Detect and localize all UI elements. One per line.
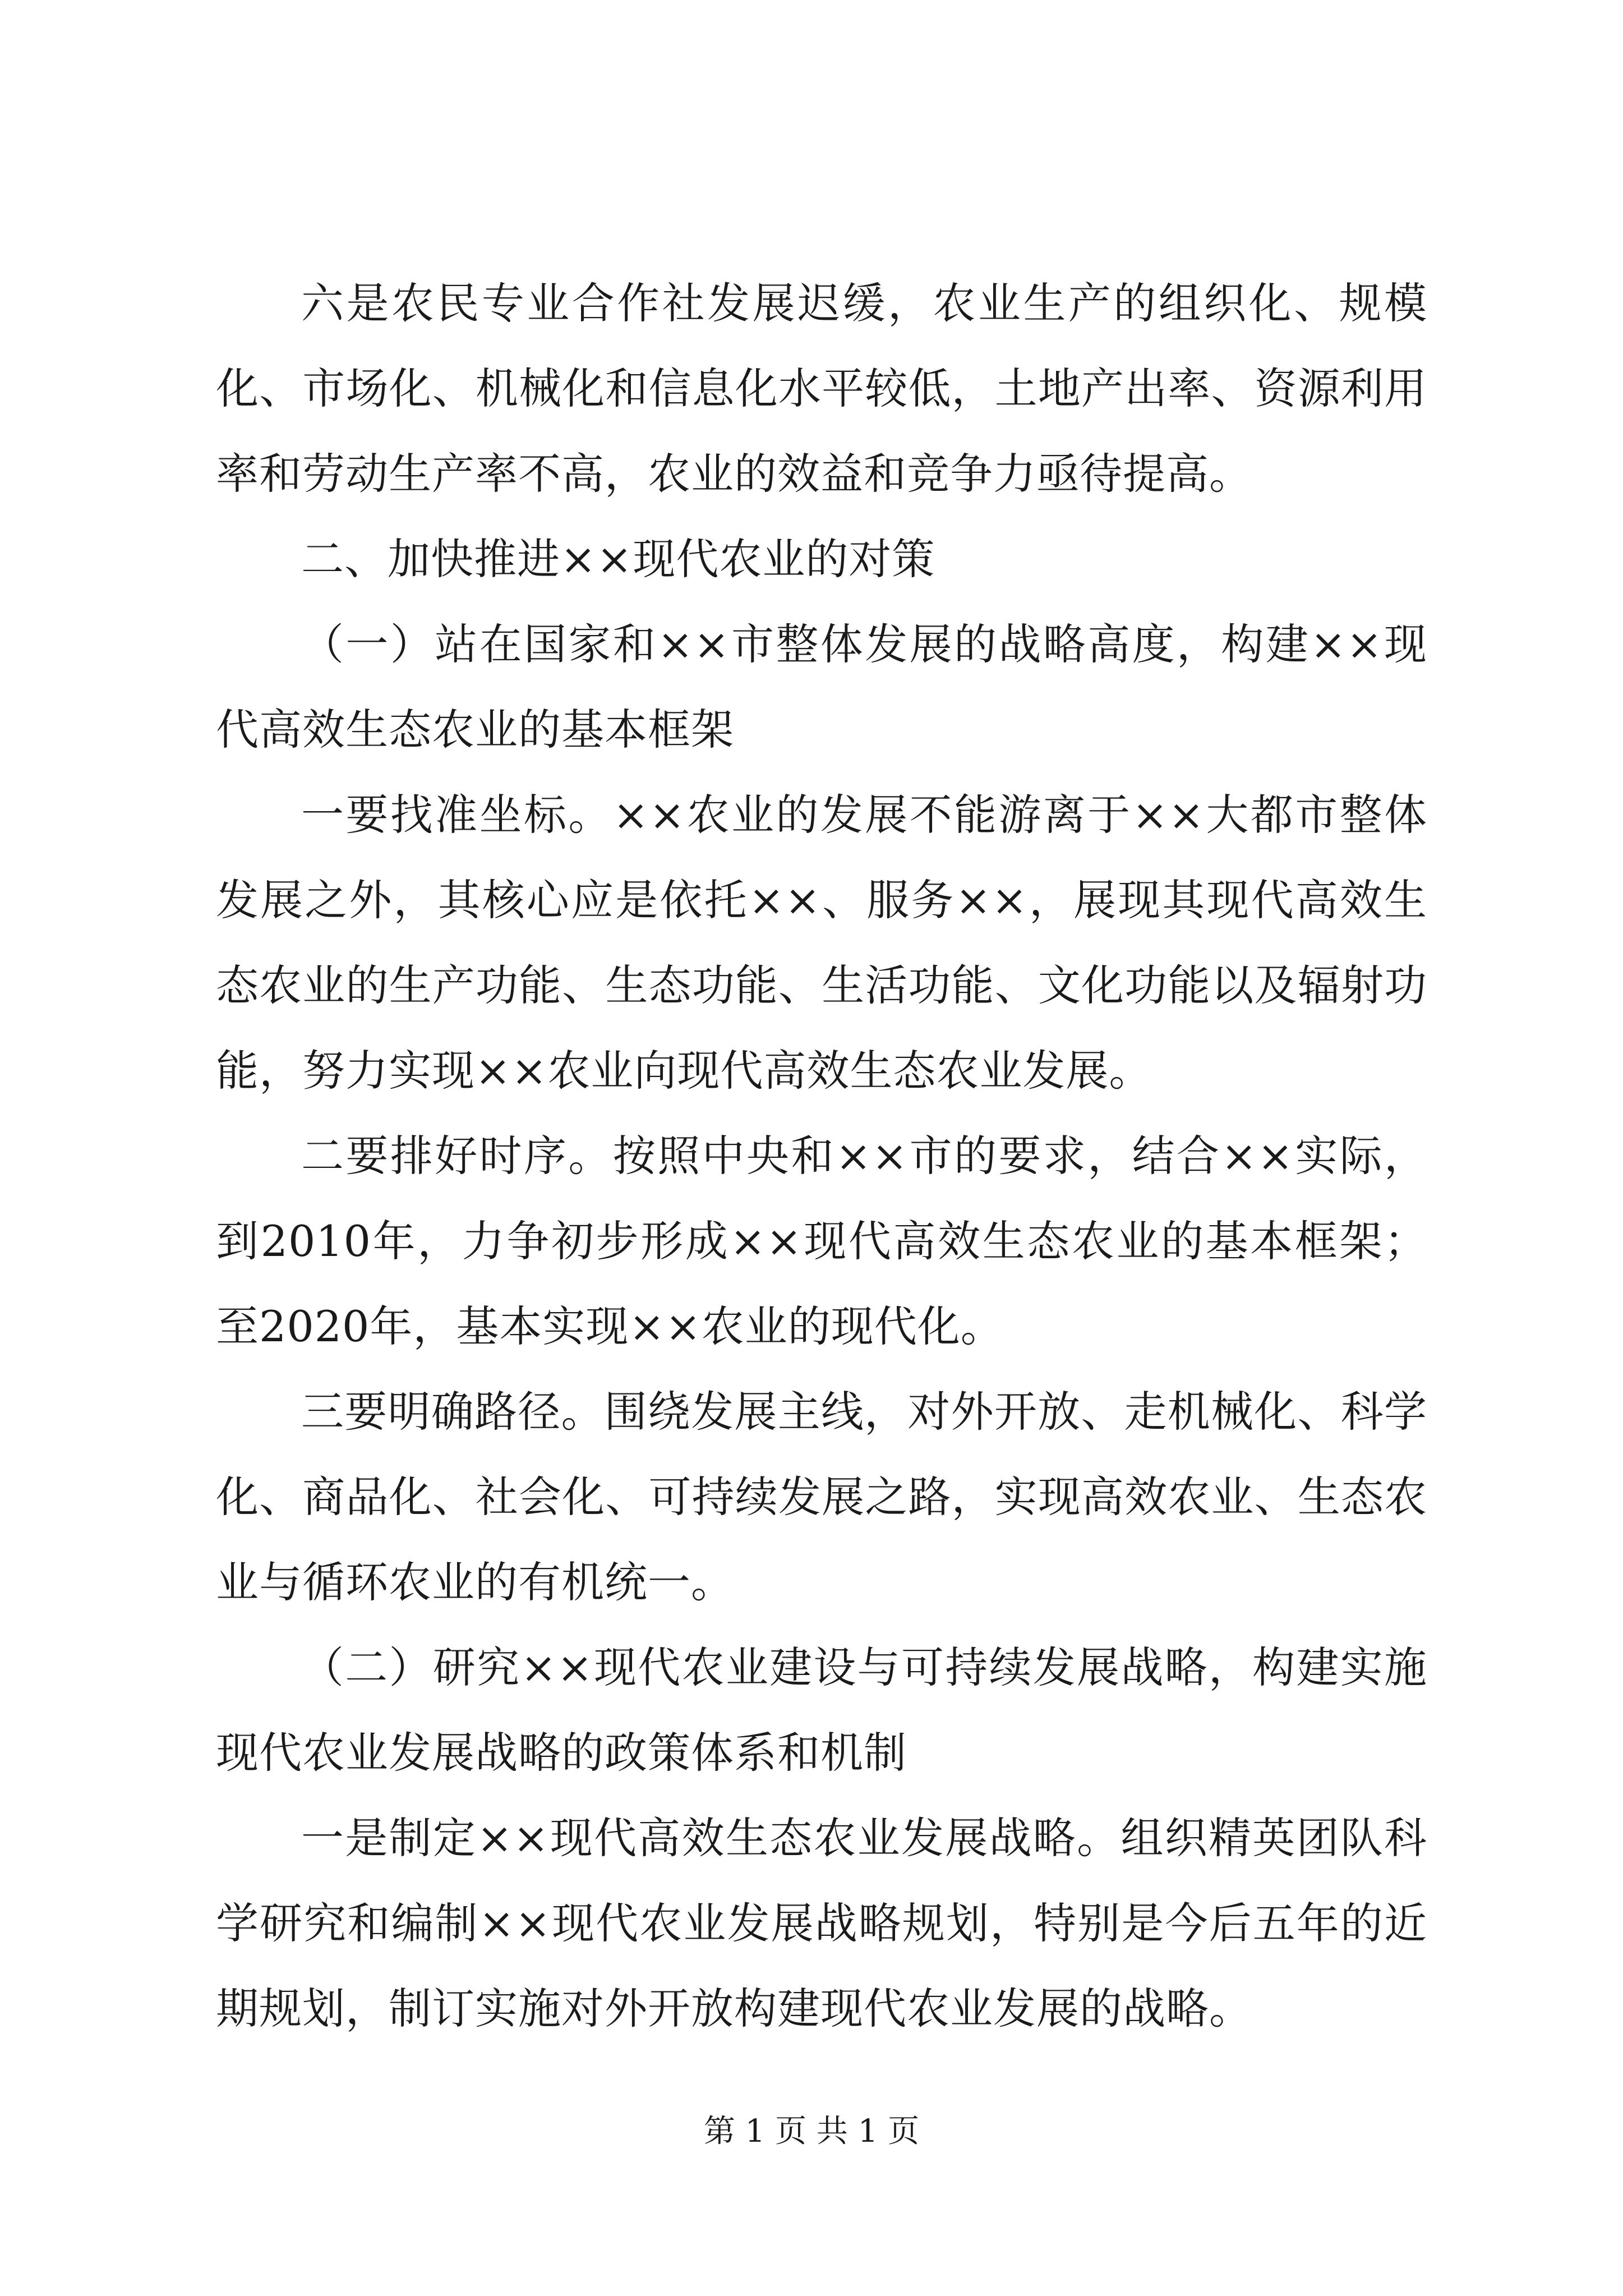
subheading-strategy: （二）研究××现代农业建设与可持续发展战略，构建实施现代农业发展战略的政策体系和机制 xyxy=(216,1642,1427,1778)
page-footer: 第 1 页 共 1 页 xyxy=(703,2113,920,2150)
paragraph-cooperatives: 六是农民专业合作社发展迟缓，农业生产的组织化、规模化、市场化、机械化和信息化水平较低，土地产出率、资源利用率和劳动生产率不高，农业的效益和竞争力亟待提高。 xyxy=(216,278,1427,499)
section-heading-countermeasures: 二、加快推进××现代农业的对策 xyxy=(301,534,935,584)
document-body xyxy=(216,261,1427,2051)
paragraph-coordinates: 一要找准坐标。××农业的发展不能游离于××大都市整体发展之外，其核心应是依托××、服务××，展现其现代高效生态农业的生产功能、生态功能、生活功能、文化功能以及辐射功能，努力实现××农业向现代高效生态农业发展。 xyxy=(216,790,1427,1096)
paragraph-strategy-plan: 一是制定××现代高效生态农业发展战略。组织精英团队科学研究和编制××现代农业发展战略规划，特别是今后五年的近期规划，制订实施对外开放构建现代农业发展的战略。 xyxy=(216,1813,1427,2033)
paragraph-timeline: 二要排好时序。按照中央和××市的要求，结合××实际，到2010年，力争初步形成××现代高效生态农业的基本框架；至2020年，基本实现××农业的现代化。 xyxy=(216,1131,1427,1351)
subheading-framework: （一）站在国家和××市整体发展的战略高度，构建××现代高效生态农业的基本框架 xyxy=(216,619,1427,754)
paragraph-path: 三要明确路径。围绕发展主线，对外开放、走机械化、科学化、商品化、社会化、可持续发展之路，实现高效农业、生态农业与循环农业的有机统一。 xyxy=(216,1387,1427,1607)
